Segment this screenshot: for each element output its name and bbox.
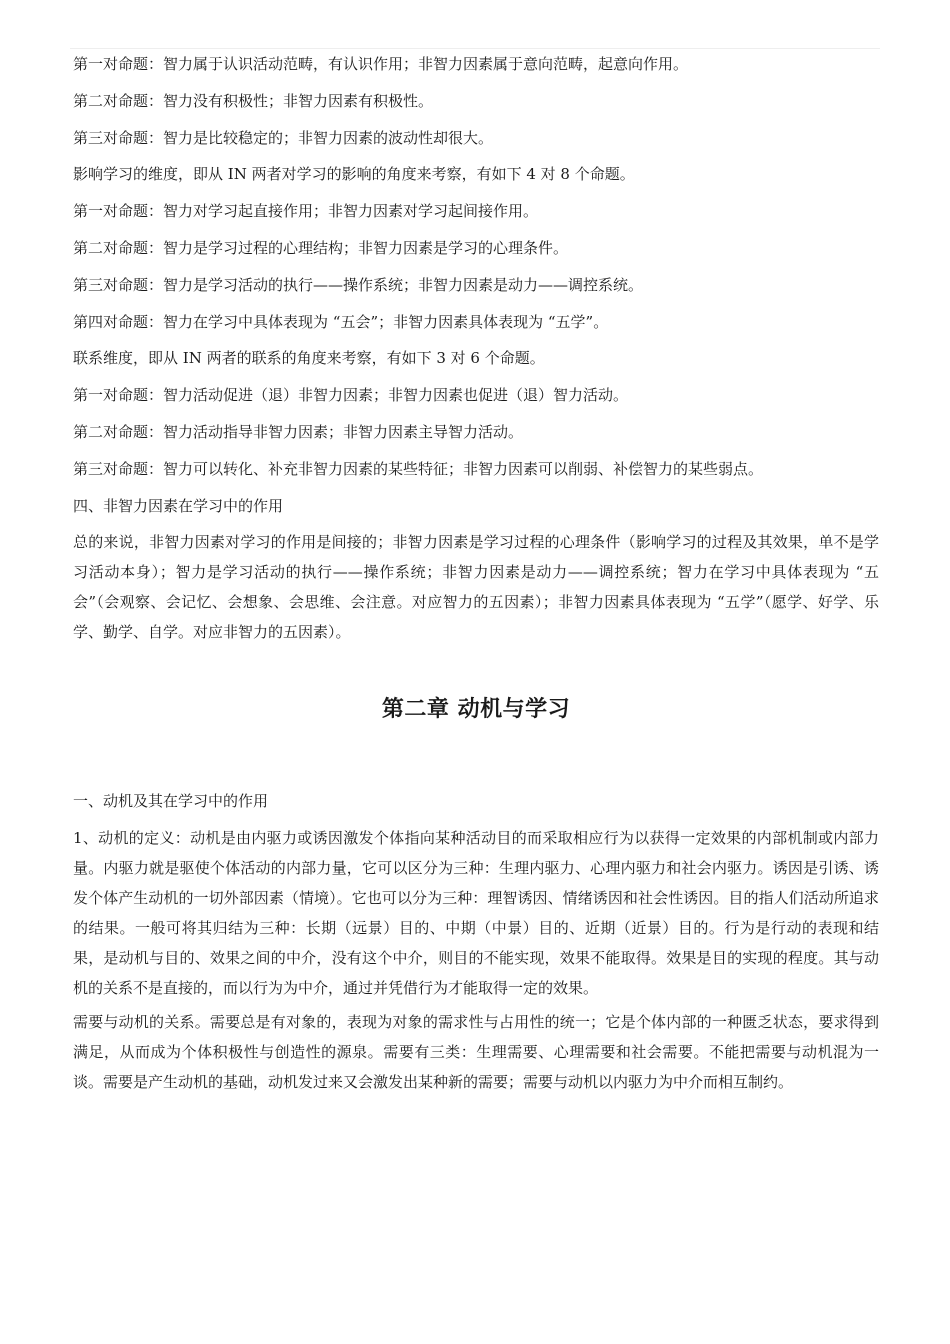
motivation-definition-paragraph: 1、动机的定义：动机是由内驱力或诱因激发个体指向某种活动目的而采取相应行为以获得一定效果的内部机制或内部力量。内驱力就是驱使个体活动的内部力量，它可以区分为三种：生理内驱力、心理内驱力和社会内驱力。诱因是引诱、诱发个体产生动机的一切外部因素（情境）。它也可以分为三种：理智诱因、情绪诱因和社会性诱因。目的指人们活动所追求的结果。一般可将其归结为三种：长期（远景）目的、中期（中景）目的、近期（近景）目的。行为是行动的表现和结果，是动机与目的、效果之间的中介，没有这个中介，则目的不能实现，效果不能取得。效果是目的实现的程度。其与动机的关系不是直接的，而以行为为中介，通过并凭借行为才能取得一定的效果。 <box>73 829 879 998</box>
need-motivation-relation-paragraph: 需要与动机的关系。需要总是有对象的，表现为对象的需求性与占用性的统一；它是个体内部的一种匮乏状态，要求得到满足，从而成为个体积极性与创造性的源泉。需要有三类：生理需要、心理需要和社会需要。不能把需要与动机混为一谈。需要是产生动机的基础，动机发过来又会激发出某种新的需要；需要与动机以内驱力为中介而相互制约。 <box>73 1013 879 1092</box>
proposition-line: 第三对命题：智力可以转化、补充非智力因素的某些特征；非智力因素可以削弱、补偿智力的某些弱点。 <box>73 459 764 478</box>
document-page <box>73 54 879 1106</box>
proposition-line: 第二对命题：智力是学习过程的心理结构；非智力因素是学习的心理条件。 <box>73 238 569 257</box>
dimension-intro-line: 影响学习的维度，即从 IN 两者对学习的影响的角度来考察，有如下 4 对 8 个命题。 <box>73 165 635 184</box>
proposition-line: 第三对命题：智力是比较稳定的；非智力因素的波动性却很大。 <box>73 128 494 147</box>
proposition-line: 第四对命题：智力在学习中具体表现为 “五会”；非智力因素具体表现为 “五学”。 <box>73 312 609 331</box>
proposition-line: 第一对命题：智力对学习起直接作用；非智力因素对学习起间接作用。 <box>73 202 539 221</box>
proposition-line: 第一对命题：智力属于认识活动范畴，有认识作用；非智力因素属于意向范畴，起意向作用。 <box>73 55 689 73</box>
dimension-intro-line: 联系维度，即从 IN 两者的联系的角度来考察，有如下 3 对 6 个命题。 <box>73 349 545 368</box>
proposition-line: 第三对命题：智力是学习活动的执行——操作系统；非智力因素是动力——调控系统。 <box>73 275 644 294</box>
section-heading: 四、非智力因素在学习中的作用 <box>73 496 284 515</box>
proposition-line: 第二对命题：智力活动指导非智力因素；非智力因素主导智力活动。 <box>73 422 524 441</box>
page-top-rule <box>70 48 880 49</box>
proposition-line: 第一对命题：智力活动促进（退）非智力因素；非智力因素也促进（退）智力活动。 <box>73 386 629 405</box>
proposition-line: 第二对命题：智力没有积极性；非智力因素有积极性。 <box>73 91 434 110</box>
chapter-title: 第二章 动机与学习 <box>381 696 571 723</box>
summary-paragraph: 总的来说，非智力因素对学习的作用是间接的；非智力因素是学习过程的心理条件（影响学习的过程及其效果，单不是学习活动本身）；智力是学习活动的执行——操作系统；非智力因素是动力——调控系统；智力在学习中具体表现为 “五会”（会观察、会记忆、会想象、会思维、会注意。对应智力的五因素）；非智力因素具体表现为 “五学”（愿学、好学、乐学、勤学、自学。对应非智力的五因素）。 <box>73 533 879 642</box>
section-heading: 一、动机及其在学习中的作用 <box>73 792 269 811</box>
